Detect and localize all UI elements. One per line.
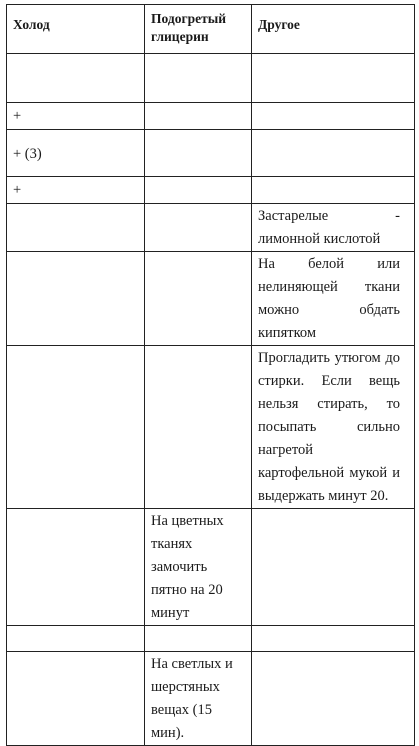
table-cell xyxy=(7,177,145,204)
table-row xyxy=(7,252,415,346)
table-cell xyxy=(252,626,415,652)
table-cell xyxy=(7,252,145,346)
table-cell xyxy=(145,509,252,626)
cell-text: Застарелые - лимонной кислотой xyxy=(258,208,400,247)
cell-text xyxy=(252,652,414,653)
table-cell xyxy=(252,130,415,177)
cell-text xyxy=(145,177,251,178)
table-row xyxy=(7,54,415,103)
table-cell xyxy=(145,626,252,652)
table-cell xyxy=(252,509,415,626)
cell-text: + xyxy=(13,108,22,124)
cell-text xyxy=(7,204,144,206)
table-cell xyxy=(252,346,415,509)
cell-text xyxy=(145,626,251,627)
header-cold: Холод xyxy=(7,5,145,54)
cell-text: На светлых и шерстяных вещах (15 мин). xyxy=(151,656,233,741)
cell-text xyxy=(252,54,414,55)
table-row xyxy=(7,103,415,130)
table-cell xyxy=(252,103,415,130)
table-cell xyxy=(7,626,145,652)
table-cell xyxy=(7,509,145,626)
cell-text xyxy=(145,103,251,104)
cell-text: Прогладить утюгом до стирки. Если вещь нельзя стирать, то посыпать сильно нагретой картофельной мукой и выдержать минут 20. xyxy=(258,350,400,504)
cell-text: + (3) xyxy=(13,146,42,162)
cell-text xyxy=(7,626,144,628)
cell-text xyxy=(252,103,414,104)
cell-text xyxy=(7,252,144,254)
table-cell xyxy=(145,54,252,103)
table-row xyxy=(7,652,415,746)
table-cell xyxy=(7,130,145,177)
table-cell xyxy=(145,252,252,346)
table-cell xyxy=(252,204,415,252)
cell-text xyxy=(252,130,414,131)
cell-text xyxy=(145,252,251,253)
table-cell xyxy=(252,252,415,346)
table-row xyxy=(7,626,415,652)
cell-text: На цветных тканях замочить пятно на 20 минут xyxy=(151,513,224,621)
table-cell xyxy=(7,54,145,103)
table-cell xyxy=(145,204,252,252)
table-cell xyxy=(145,346,252,509)
table-cell xyxy=(7,652,145,746)
cell-text xyxy=(145,130,251,131)
cell-text xyxy=(145,346,251,347)
table-cell xyxy=(252,177,415,204)
cell-text xyxy=(145,204,251,205)
table-header-row xyxy=(7,5,415,54)
table-cell xyxy=(7,103,145,130)
stain-removal-table xyxy=(6,4,415,746)
cell-text xyxy=(252,177,414,178)
table-row xyxy=(7,177,415,204)
table-cell xyxy=(145,652,252,746)
table-cell xyxy=(7,204,145,252)
header-other: Другое xyxy=(252,5,415,54)
table-row xyxy=(7,346,415,509)
cell-text: На белой или нелиняющей ткани можно обдать кипятком xyxy=(258,256,400,341)
cell-text xyxy=(252,626,414,627)
cell-text: + xyxy=(13,182,22,198)
table-cell xyxy=(252,54,415,103)
cell-text xyxy=(252,509,414,510)
cell-text xyxy=(145,54,251,55)
cell-text xyxy=(7,509,144,511)
table-cell xyxy=(145,103,252,130)
cell-text xyxy=(7,652,144,654)
table-cell xyxy=(145,130,252,177)
table-row xyxy=(7,204,415,252)
cell-text xyxy=(7,54,144,56)
table-row xyxy=(7,130,415,177)
table-cell xyxy=(7,346,145,509)
table-row xyxy=(7,509,415,626)
header-warm-glycerin: Подогретый глицерин xyxy=(145,5,252,54)
table-cell xyxy=(252,652,415,746)
cell-text xyxy=(7,346,144,348)
table-cell xyxy=(145,177,252,204)
